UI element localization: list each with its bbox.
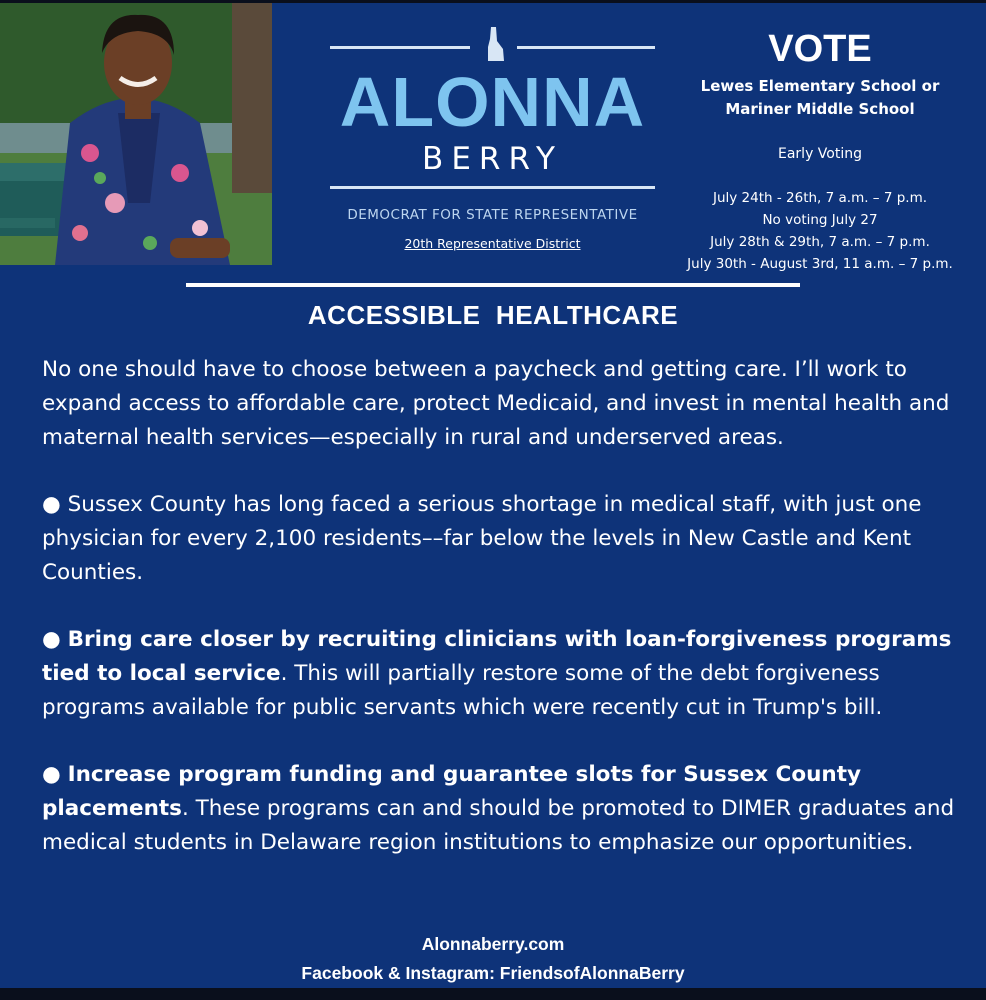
polling-location-1: Lewes Elementary School or: [700, 77, 940, 95]
bullet-item: [42, 758, 967, 860]
website-link[interactable]: Alonnaberry.com: [421, 934, 565, 954]
district-label: 20th Representative District: [404, 236, 581, 251]
schedule-line: July 28th & 29th, 7 a.m. – 7 p.m.: [710, 234, 930, 250]
bullet-item: [42, 623, 967, 725]
vote-title: VOTE: [768, 28, 872, 70]
candidate-last-name: BERRY: [422, 141, 563, 177]
delaware-state-icon: [483, 27, 505, 61]
logo-rule-left: [330, 46, 470, 49]
early-voting-schedule: [665, 187, 975, 275]
polling-locations: [672, 75, 968, 121]
candidate-first-name: ALONNA: [339, 63, 646, 141]
section-divider: [186, 283, 800, 287]
bullet-icon: ●: [42, 627, 68, 652]
candidate-tagline: DEMOCRAT FOR STATE REPRESENTATIVE: [347, 207, 638, 223]
bullet-icon: ●: [42, 762, 68, 787]
section-heading: [0, 300, 986, 331]
bullet-icon: ●: [42, 492, 68, 517]
campaign-flyer: [0, 3, 986, 988]
polling-location-2: Mariner Middle School: [725, 100, 915, 118]
schedule-line: July 24th - 26th, 7 a.m. – 7 p.m.: [712, 190, 928, 206]
bullet-item: [42, 488, 967, 590]
candidate-portrait-photo: [0, 3, 272, 265]
bullet-bold-text: Increase program funding and guarantee slots for Sussex County placements: [42, 762, 861, 821]
schedule-line: July 30th - August 3rd, 11 a.m. – 7 p.m.: [687, 256, 953, 272]
bullet-text: . These programs can and should be promoted to DIMER graduates and medical students in Delaware region institutions to emphasize our opportunities.: [42, 796, 955, 855]
bullet-text: . This will partially restore some of the debt forgiveness programs available for public servants which were recently cut in Trump's bill.: [42, 661, 883, 720]
early-voting-label: Early Voting: [778, 146, 862, 162]
schedule-line: No voting July 27: [762, 212, 878, 228]
intro-paragraph: No one should have to choose between a paycheck and getting care. I’ll work to expand access to affordable care, protect Medicaid, and invest in mental health and maternal health services—especially in rural and underserved areas.: [42, 357, 950, 450]
section-body: [42, 353, 967, 893]
bullet-text: Sussex County has long faced a serious shortage in medical staff, with just one physician for every 2,100 residents––far below the levels in New Castle and Kent Counties.: [42, 492, 922, 585]
logo-rule-right: [517, 46, 655, 49]
social-handle: Facebook & Instagram: FriendsofAlonnaBerry: [301, 963, 685, 983]
bullet-bold-text: Bring care closer by recruiting clinicians with loan-forgiveness programs tied to local service: [42, 627, 952, 686]
portrait-illustration: [0, 3, 272, 265]
section-heading-text: ACCESSIBLE HEALTHCARE: [307, 300, 679, 330]
logo-rule-bottom: [330, 186, 655, 189]
